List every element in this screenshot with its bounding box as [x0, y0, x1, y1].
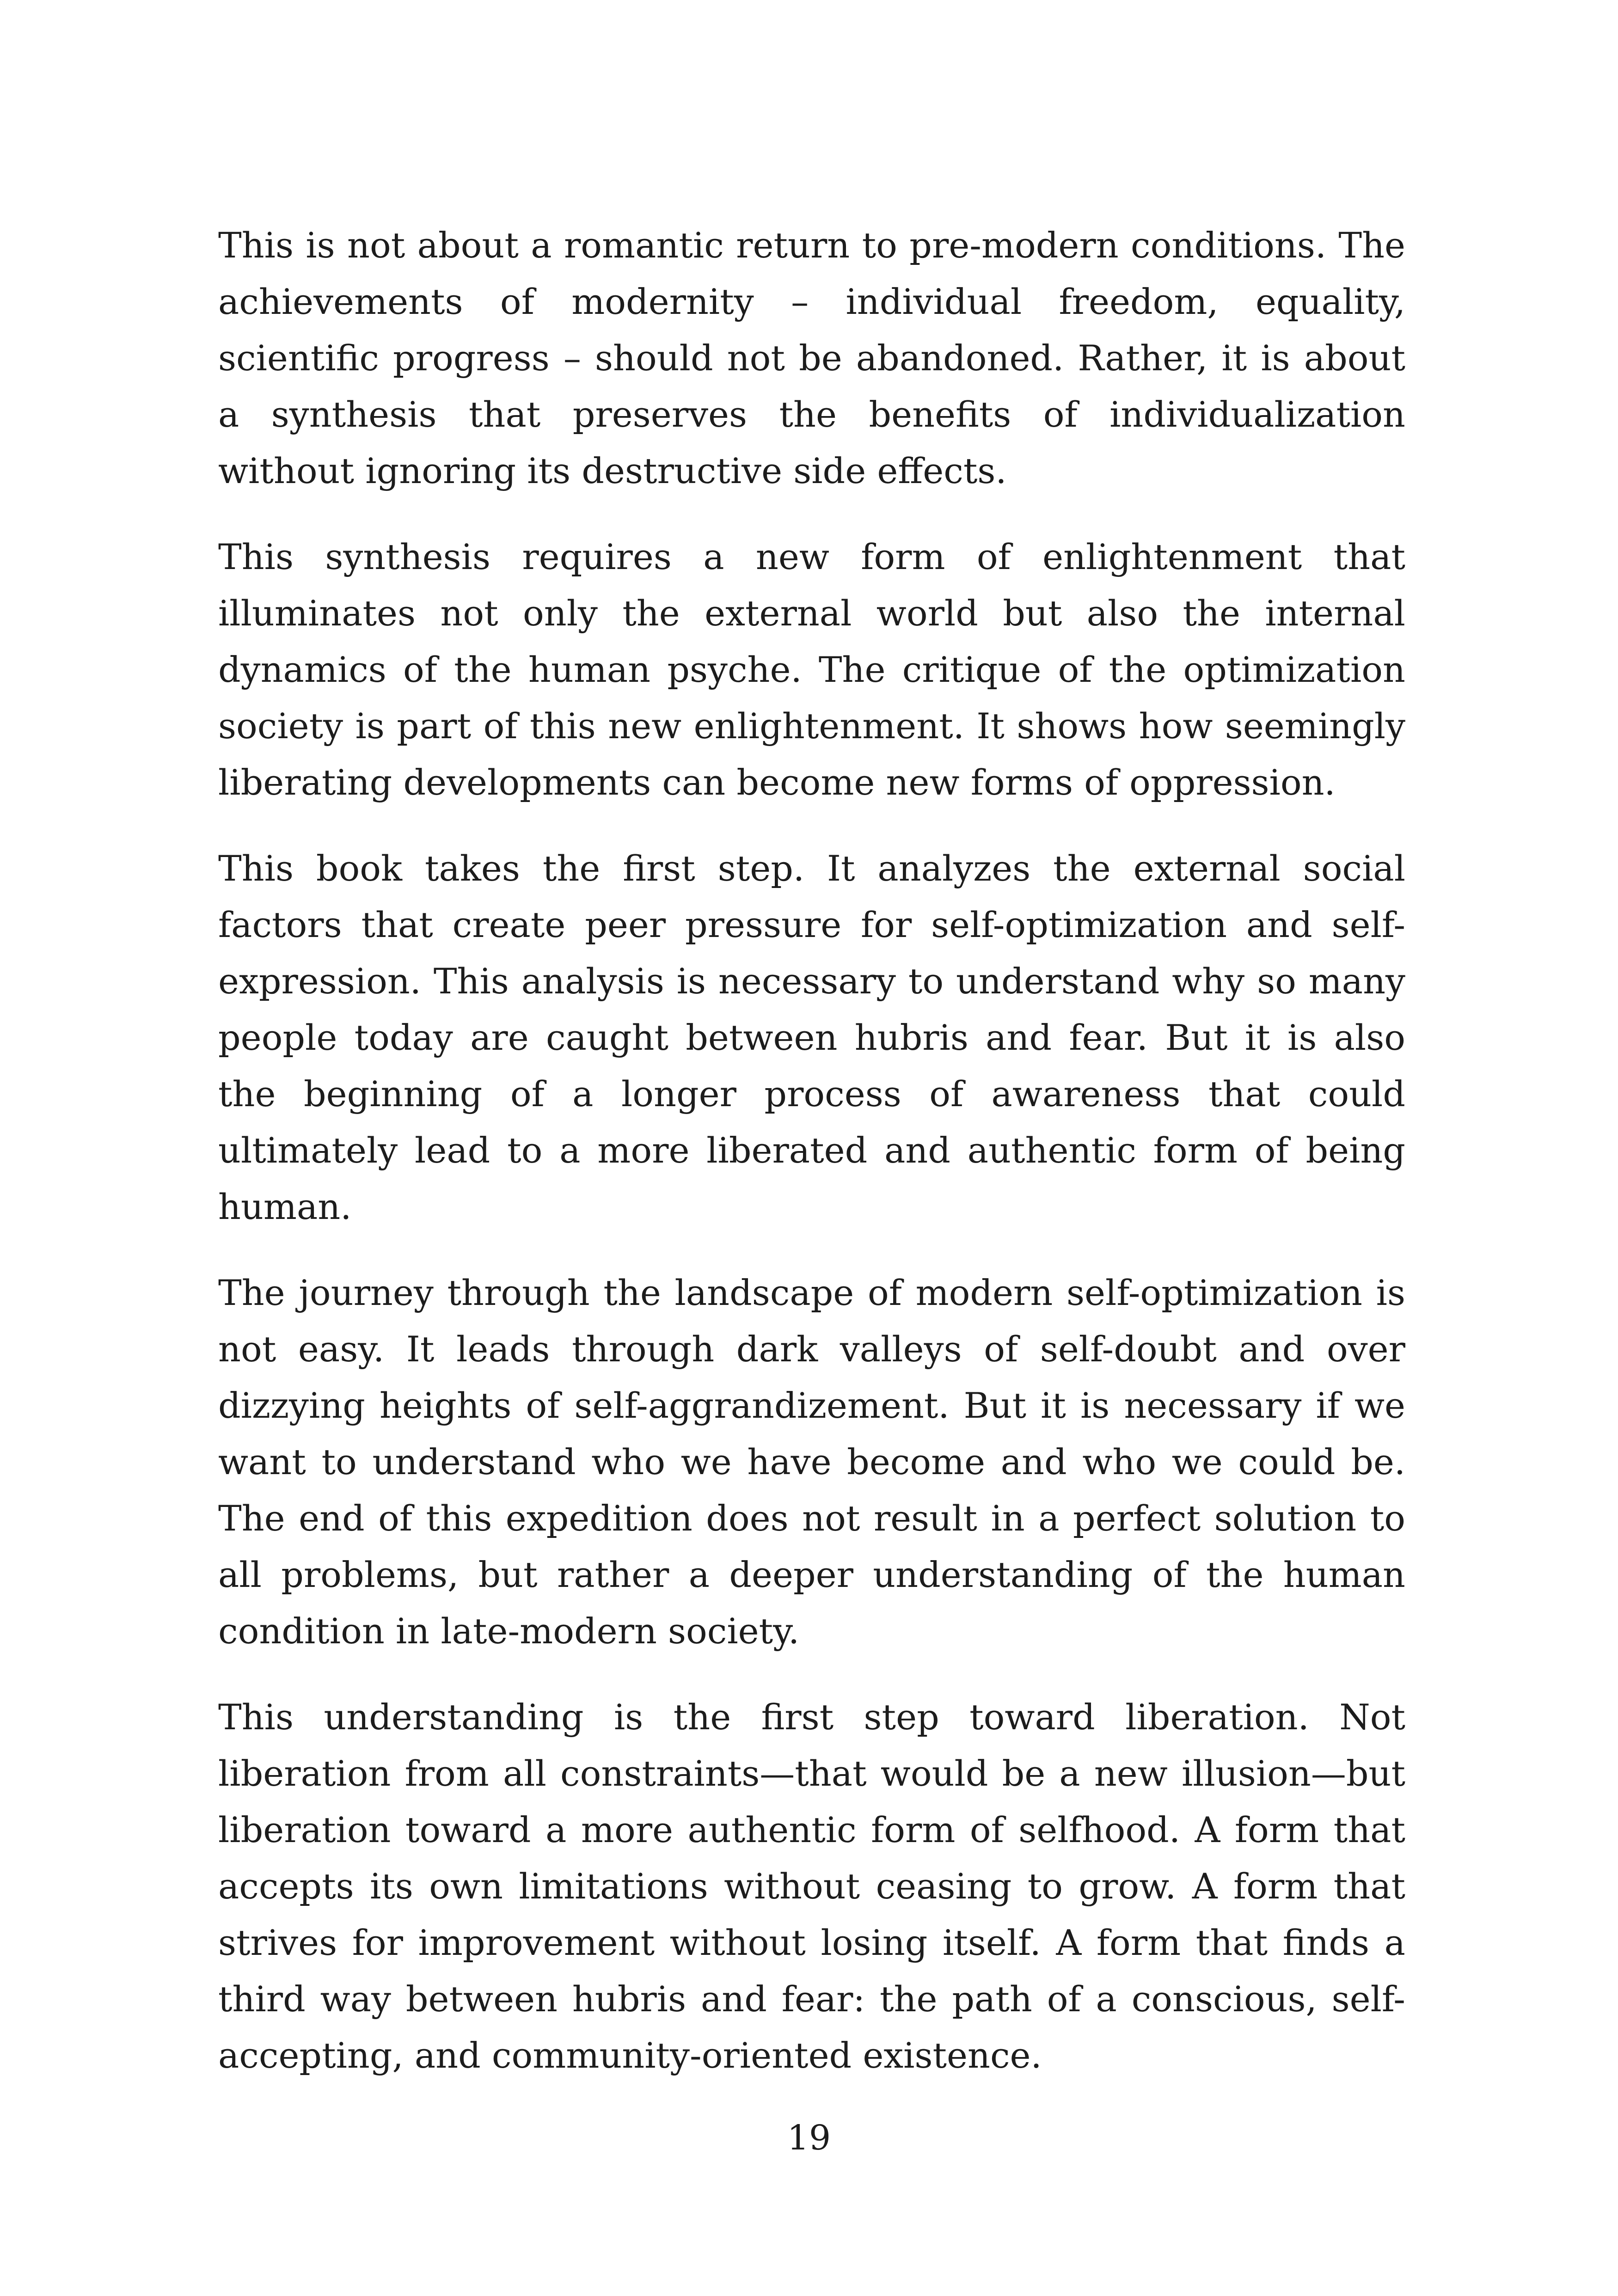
paragraph-4: The journey through the landscape of modern self-optimization is not easy. It leads through dark valleys of self-doubt and over dizzying heights of self-aggrandizement. But it is necessary if we want to understand who we have become and who we could be. The end of this expedition does not result in a perfect solution to all problems, but rather a deeper understanding of the human condition in late-modern society.: [218, 1272, 1405, 1652]
paragraph-5: This understanding is the first step toward liberation. Not liberation from all constraints—that would be a new illusion—but liberation toward a more authentic form of selfhood. A form that accepts its own limitations without ceasing to grow. A form that strives for improvement without losing itself. A form that finds a third way between hubris and fear: the path of a conscious, self-accepting, and community-oriented existence.: [218, 1696, 1405, 2076]
paragraph-3: This book takes the first step. It analyzes the external social factors that create peer pressure for self-optimization and self-expression. This analysis is necessary to understand why so many people today are caught between hubris and fear. But it is also the beginning of a longer process of awareness that could ultimately lead to a more liberated and authentic form of being human.: [218, 848, 1405, 1227]
body-text: [218, 217, 1405, 2084]
paragraph-1: This is not about a romantic return to pre-modern conditions. The achievements of modernity – individual freedom, equality, scientific progress – should not be abandoned. Rather, it is about a synthesis that preserves the benefits of individualization without ignoring its destructive side effects.: [218, 225, 1405, 491]
page-number: 19: [787, 2118, 831, 2158]
paragraph-2: This synthesis requires a new form of enlightenment that illuminates not only the external world but also the internal dynamics of the human psyche. The critique of the optimization society is part of this new enlightenment. It shows how seemingly liberating developments can become new forms of oppression.: [218, 536, 1405, 803]
